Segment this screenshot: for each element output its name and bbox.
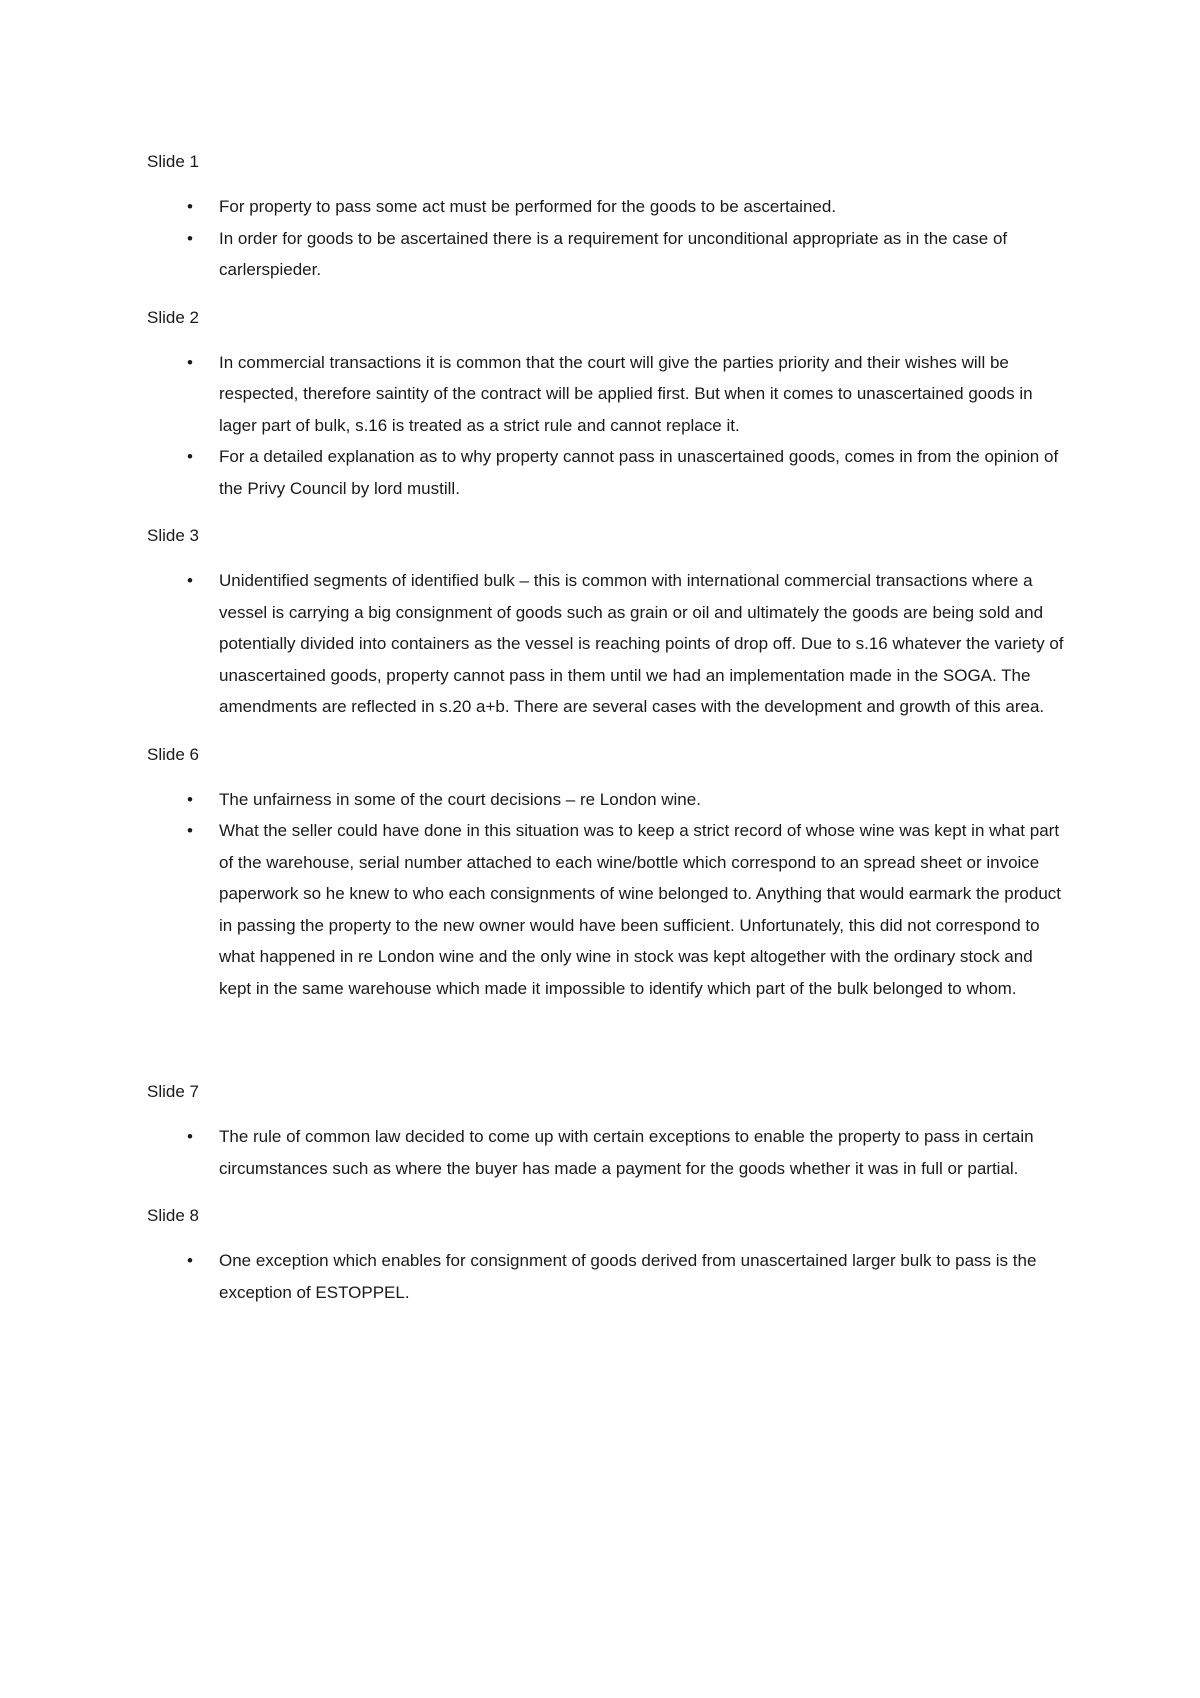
bullet-item [147,191,1067,223]
bullet-icon: • [187,228,193,248]
bullet-text: One exception which enables for consignment of goods derived from unascertained larger bulk to pass is the exception of ESTOPPEL. [219,1251,1037,1302]
bullet-icon: • [187,821,193,840]
bullet-item [147,347,1067,442]
bullet-text: The unfairness in some of the court decisions – re London wine. [219,789,701,809]
bullet-item [147,565,1067,723]
bullet-icon: • [187,197,193,216]
bullet-icon: • [187,571,193,590]
bullet-list [147,347,1067,505]
slide-section [147,302,1067,505]
bullet-item [147,784,1067,816]
slide-heading: Slide 2 [147,307,199,327]
bullet-text: Unidentified segments of identified bulk – this is common with international commercial transactions where a vessel is carrying a big consignment of goods such as grain or oil and ultimately the goods are being sold and potentially divided into containers as the vessel is reaching points of drop off. Due to s.16 whatever the variety of unascertained goods, property cannot pass in them until we had an implementation made in the SOGA. The amendments are reflected in s.20 a+b. There are several cases with the development and growth of this area. [219,571,1064,716]
bullet-item [147,1121,1067,1184]
bullet-list [147,565,1067,723]
bullet-item [147,815,1067,1004]
bullet-item [147,1245,1067,1308]
bullet-text: For property to pass some act must be performed for the goods to be ascertained. [219,197,837,216]
blank-space [147,1020,1067,1076]
bullet-list [147,191,1067,286]
bullet-list [147,784,1067,1005]
slide-heading: Slide 3 [147,526,199,545]
bullet-list [147,1121,1067,1184]
slide-section [147,146,1067,286]
slide-heading: Slide 6 [147,744,199,764]
bullet-icon: • [187,1127,193,1146]
bullet-item [147,441,1067,504]
slide-heading: Slide 1 [147,152,199,171]
bullet-icon: • [187,352,193,372]
slide-section [147,1076,1067,1184]
slide-section [147,1200,1067,1308]
document-body [147,146,1067,1324]
slide-heading: Slide 8 [147,1206,199,1225]
bullet-icon: • [187,1251,193,1270]
slide-section [147,739,1067,1005]
bullet-icon: • [187,789,193,809]
bullet-text: For a detailed explanation as to why property cannot pass in unascertained goods, comes in from the opinion of the Privy Council by lord mustill. [219,447,1059,498]
bullet-list [147,1245,1067,1308]
slide-section [147,520,1067,723]
bullet-icon: • [187,447,193,466]
bullet-text: What the seller could have done in this situation was to keep a strict record of whose wine was kept in what part of the warehouse, serial number attached to each wine/bottle which correspond to an spread sheet or invoice paperwork so he knew to who each consignments of wine belonged to. Anything that would earmark the product in passing the property to the new owner would have been sufficient. Unfortunately, this did not correspond to what happened in re London wine and the only wine in stock was kept altogether with the ordinary stock and kept in the same warehouse which made it impossible to identify which part of the bulk belonged to whom. [219,821,1062,998]
bullet-text: The rule of common law decided to come up with certain exceptions to enable the property to pass in certain circumstances such as where the buyer has made a payment for the goods whether it was in full or partial. [219,1127,1034,1178]
slide-heading: Slide 7 [147,1082,199,1101]
bullet-text: In commercial transactions it is common that the court will give the parties priority and their wishes will be respected, therefore saintity of the contract will be applied first. But when it comes to unascertained goods in lager part of bulk, s.16 is treated as a strict rule and cannot replace it. [219,352,1033,435]
bullet-item [147,223,1067,286]
bullet-text: In order for goods to be ascertained there is a requirement for unconditional appropriate as in the case of carlerspieder. [219,228,1008,279]
